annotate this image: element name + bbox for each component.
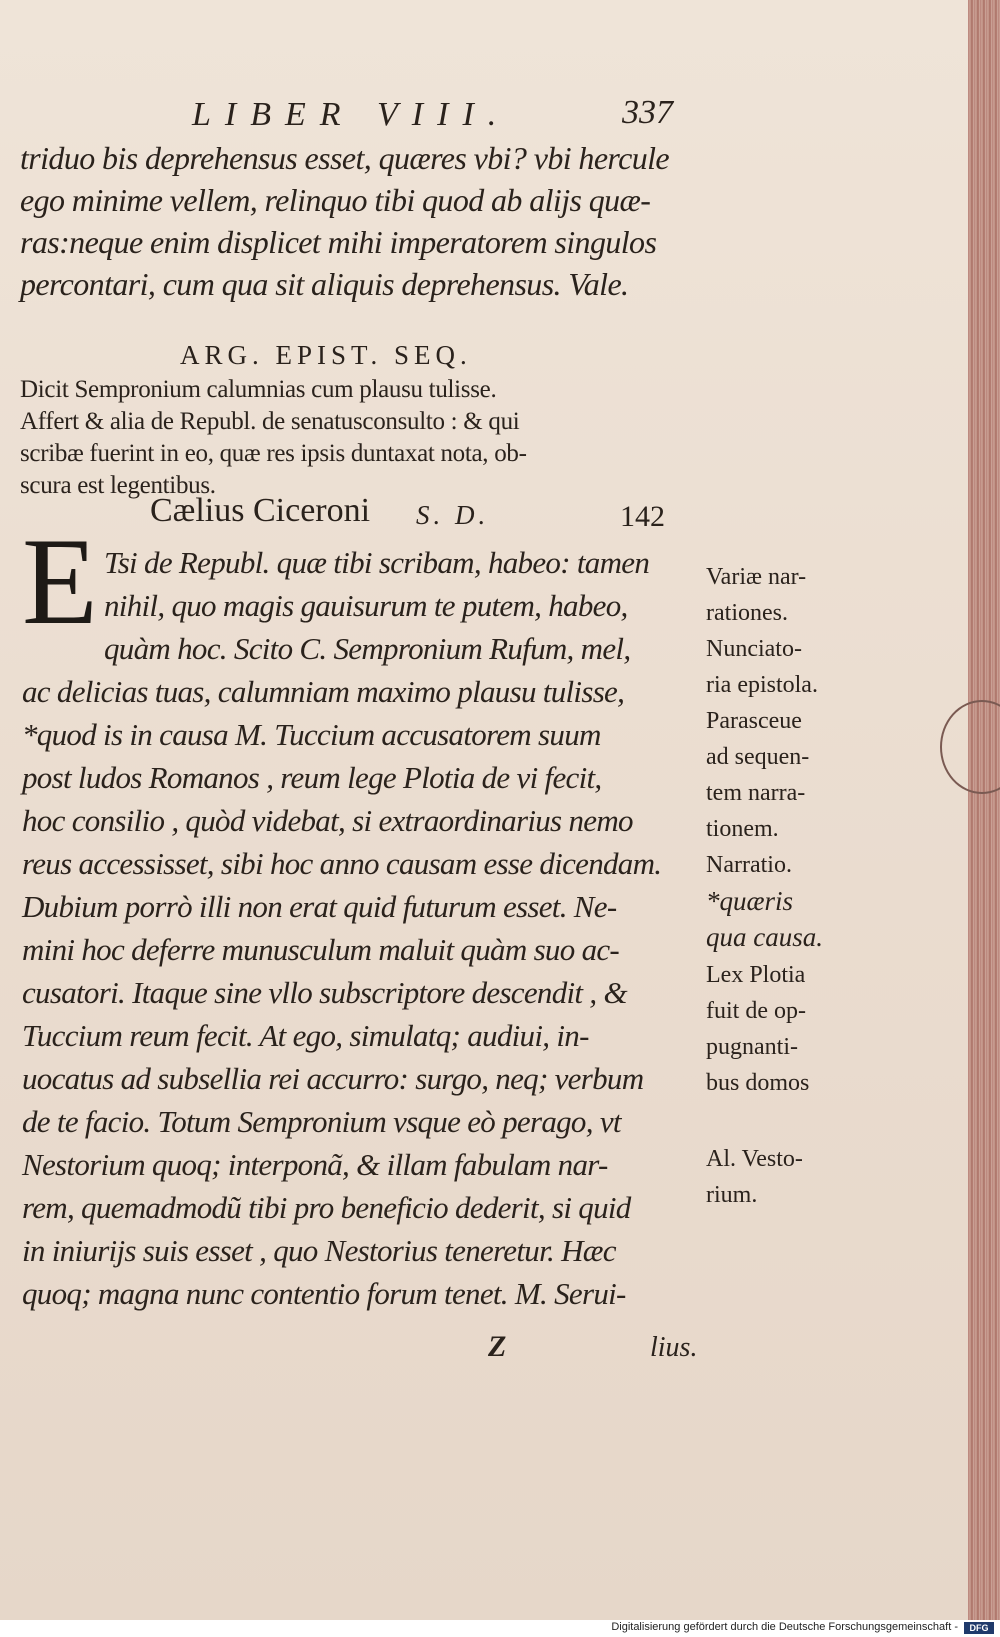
body-line-18: quoq; magna nunc contentio forum tenet. M. Serui- (22, 1276, 626, 1311)
intro-line-1: triduo bis deprehensus esset, quæres vbi? vbi hercule (20, 140, 669, 176)
dropcap: E (22, 513, 98, 650)
margin-note: ria epistola. (706, 672, 818, 698)
body-line-8: reus accessisset, sibi hoc anno causam esse dicendam. (22, 846, 662, 881)
margin-note: Nunciato- (706, 636, 802, 662)
body-line-15: Nestorium quoq; interponã, & illam fabulam nar- (22, 1147, 608, 1182)
body-line-11: cusatori. Itaque sine vllo subscriptore descendit , & (22, 975, 627, 1010)
folio-number: 337 (622, 94, 673, 131)
margin-note: ad sequen- (706, 744, 810, 770)
letter-title: Cælius Ciceroni (150, 492, 371, 529)
body-line-17: in iniurijs suis esset , quo Nestorius teneretur. Hæc (22, 1233, 616, 1268)
margin-note: tionem. (706, 816, 779, 842)
body-line-7: hoc consilio , quòd videbat, si extraordinarius nemo (22, 803, 633, 838)
argument-line-2: Affert & alia de Republ. de senatusconsulto : & qui (20, 408, 520, 435)
body-line-2: nihil, quo magis gauisurum te putem, habeo, (104, 588, 628, 623)
letter-number: 142 (620, 500, 665, 533)
intro-line-4: percontari, cum qua sit aliquis deprehensus. Vale. (20, 266, 629, 302)
margin-note: rationes. (706, 600, 788, 626)
body-line-10: mini hoc deferre munusculum maluit quàm suo ac- (22, 932, 620, 967)
page-edge (968, 0, 1000, 1620)
margin-note: qua causa. (706, 922, 823, 952)
letter-salutation: S. D. (416, 500, 490, 530)
margin-note: fuit de op- (706, 998, 806, 1024)
body-line-13: uocatus ad subsellia rei accurro: surgo, neq; verbum (22, 1061, 644, 1096)
margin-note: tem narra- (706, 780, 806, 806)
margin-note: Al. Vesto- (706, 1146, 803, 1172)
dfg-logo: DFG (964, 1622, 994, 1634)
body-line-1: Tsi de Republ. quæ tibi scribam, habeo: tamen (104, 545, 650, 580)
margin-note: Variæ nar- (706, 564, 807, 590)
margin-note: Narratio. (706, 852, 792, 878)
intro-line-2: ego minime vellem, relinquo tibi quod ab alijs quæ- (20, 182, 651, 218)
body-line-16: rem, quemadmodũ tibi pro beneficio dederit, si quid (22, 1190, 631, 1225)
intro-line-3: ras:neque enim displicet mihi imperatorem singulos (20, 224, 657, 260)
body-line-12: Tuccium reum fecit. At ego, simulatq; audiui, in- (22, 1018, 589, 1053)
body-line-3: quàm hoc. Scito C. Sempronium Rufum, mel, (104, 631, 631, 666)
body-line-4: ac delicias tuas, calumniam maximo plausu tulisse, (22, 674, 625, 709)
catchword: lius. (650, 1332, 698, 1363)
running-head: LIBER VIII. (192, 96, 511, 133)
body-line-14: de te facio. Totum Sempronium vsque eò perago, vt (22, 1104, 621, 1139)
footer-credit: Digitalisierung gefördert durch die Deutsche Forschungsgemeinschaft - (611, 1621, 958, 1633)
argument-line-3: scribæ fuerint in eo, quæ res ipsis duntaxat nota, ob- (20, 440, 527, 467)
argument-line-1: Dicit Sempronium calumnias cum plausu tulisse. (20, 376, 497, 403)
margin-note: Parasceue (706, 708, 802, 734)
margin-note: rium. (706, 1182, 758, 1208)
argument-heading: ARG. EPIST. SEQ. (180, 340, 472, 370)
signature-mark: Z (488, 1330, 507, 1363)
margin-note: *quæris (706, 886, 794, 916)
argument-line-4: scura est legentibus. (20, 472, 216, 499)
body-line-5: *quod is in causa M. Tuccium accusatorem suum (22, 717, 601, 752)
margin-note: bus domos (706, 1070, 810, 1096)
margin-note: Lex Plotia (706, 962, 806, 988)
margin-note: pugnanti- (706, 1034, 798, 1060)
body-line-6: post ludos Romanos , reum lege Plotia de vi fecit, (22, 760, 602, 795)
body-line-9: Dubium porrò illi non erat quid futurum esset. Ne- (22, 889, 617, 924)
